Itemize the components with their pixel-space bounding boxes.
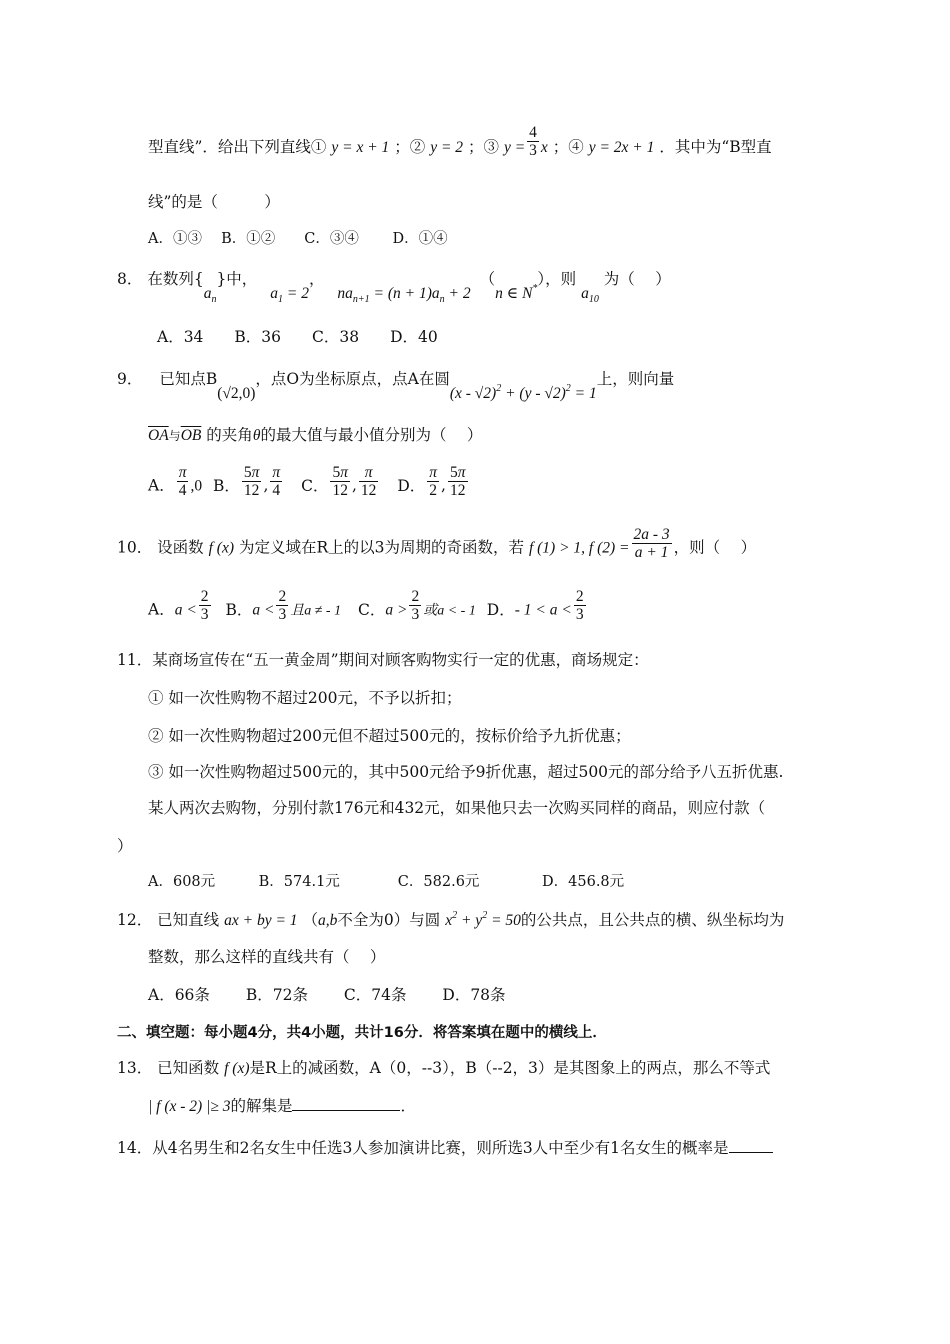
eq-circle: $x^2 + y^2 = 50$	[445, 910, 521, 929]
q8-text: 为（ ）	[603, 270, 671, 288]
q7-options: A．①③ B．①② C．③④ D．①④	[148, 231, 448, 247]
q9-text: 的夹角	[206, 426, 253, 444]
q11-rule1: ① 如一次性购物不超过200元，不予以折扣；	[148, 689, 462, 707]
q9-line2	[148, 425, 482, 446]
q7-text: ；②	[394, 138, 426, 156]
q11-number: 11．	[117, 651, 153, 669]
q9-text: 上，则向量	[596, 370, 675, 388]
opt-b-expr2: 且a ≠ - 1	[290, 603, 342, 619]
q13-number: 13．	[117, 1059, 153, 1077]
eq-line-2: y = 2	[430, 139, 464, 156]
q10-opt-b: B．	[225, 600, 253, 619]
q8-number: 8．	[117, 270, 143, 288]
func-f: f (x)	[224, 1060, 250, 1077]
frac-pi-4: $\frac{\pi}{4}$	[178, 464, 187, 499]
eq-x: x	[540, 139, 548, 156]
q9-opt-b: B．	[213, 476, 240, 495]
q10-line1	[117, 526, 757, 561]
q12-line2: 整数，那么这样的直线共有（ ）	[148, 948, 386, 966]
eq-line-4: y = 2x + 1	[588, 139, 655, 156]
q8-options: A．34 B．36 C．38 D．40	[157, 328, 438, 346]
q7-line2: 线”的是（ ）	[148, 193, 280, 211]
q11-options: A．608元 B．574.1元 C．582.6元 D．456.8元	[148, 874, 625, 890]
q11-line1	[117, 650, 649, 670]
eq-line-1: y = x + 1	[331, 139, 390, 156]
q12-line1	[117, 906, 784, 931]
frac-4-3: $\frac{4}{3}$	[529, 123, 537, 159]
q9-opt-c: C．	[301, 476, 329, 495]
eq-condition: f (1) > 1, f (2) =	[528, 539, 630, 557]
q13-text: ．	[400, 1097, 416, 1115]
q13-text: 的解集是	[230, 1097, 293, 1115]
q9-opt-d: D．	[397, 476, 426, 495]
q11-rule3: ③ 如一次性购物超过500元的，其中500元给予9折优惠，超过500元的部分给予八五折优惠.	[148, 763, 784, 781]
q12-options: A．66条 B．72条 C．74条 D．78条	[148, 986, 506, 1004]
q9-line1	[117, 365, 675, 402]
q10-text: ，则（ ）	[673, 538, 757, 557]
answer-blank[interactable]	[292, 1094, 400, 1111]
q9-opt-a: A．	[148, 476, 175, 495]
frac-2-3: $\frac{2}{3}$	[411, 588, 420, 623]
q11-line5: 某人两次去购物，分别付款176元和432元，如果他只去一次购买同样的商品，则应付款（	[148, 799, 766, 817]
q11-line6: ）	[117, 837, 133, 855]
q13-text: 是R上的减函数，A（0，--3），B（--2，3）是其图象上的两点，那么不等式	[249, 1059, 771, 1077]
q7-text: ；④	[552, 138, 584, 156]
frac-pi-4: $\frac{\pi}{4}$	[272, 464, 281, 499]
q10-options	[148, 588, 588, 623]
ab: a,b	[318, 912, 338, 929]
eq-a1: $a_1 = 2$	[270, 285, 309, 305]
q13-text: 已知函数	[157, 1059, 220, 1077]
q10-text: 为定义域在R上的以3为周期的奇函数，若	[238, 538, 524, 557]
q10-opt-c: C．	[358, 600, 386, 619]
q8-text: }中，	[216, 270, 258, 288]
ineq: | f (x - 2) |≥ 3	[148, 1098, 231, 1115]
eq-line: ax + by = 1	[224, 912, 298, 929]
q9-text: 已知点B	[159, 370, 218, 388]
q11-rule2: ② 如一次性购物超过200元但不超过500元的，按标价给予九折优惠；	[148, 727, 631, 745]
q14-number: 14．	[117, 1139, 153, 1157]
q8-text: ），则	[537, 270, 577, 288]
q12-text: 不全为0）与圆	[337, 911, 441, 929]
frac-5pi-12: $\frac{5\pi}{12}$	[243, 464, 260, 499]
q14-line1	[117, 1136, 773, 1158]
q12-number: 12．	[117, 911, 153, 929]
frac-2-3: $\frac{2}{3}$	[575, 588, 584, 623]
eq-line-3: y =	[503, 139, 526, 156]
opt-b-expr: a <	[252, 601, 275, 619]
q7-text: ．其中为“B型直	[659, 138, 772, 156]
q7-text: ；③	[467, 138, 499, 156]
q12-text: （	[302, 911, 319, 929]
q8-line1	[117, 265, 671, 305]
val-0: ,0	[190, 477, 203, 495]
q7-text: 型直线”．给出下列直线①	[148, 138, 327, 156]
q7-line1	[148, 123, 772, 159]
q9-text: ，点O为坐标原点，点A在圆	[255, 370, 450, 388]
frac-condition: $\frac{2a - 3}{a + 1}$	[633, 526, 670, 561]
section-heading: 二、填空题：每小题4分，共4小题，共计16分．将答案填在题中的横线上．	[117, 1025, 607, 1041]
eq-circle: (x - √2)$^2$ + (y - √2)$^2$ = 1	[449, 383, 597, 402]
vec-oa: $\overline{OA}$	[148, 427, 169, 444]
opt-c-expr: a >	[385, 601, 408, 619]
point-b: (√2,0)	[217, 385, 256, 402]
q14-text: 从4名男生和2名女生中任选3人参加演讲比赛，则所选3人中至少有1名女生的概率是	[152, 1139, 729, 1157]
frac-2-3: $\frac{2}{3}$	[278, 588, 287, 623]
opt-c-expr2: 或a < - 1	[423, 603, 476, 619]
q9-text: 的最大值与最小值分别为（ ）	[260, 426, 483, 444]
opt-d-expr: - 1 < a <	[514, 601, 572, 619]
answer-blank[interactable]	[729, 1136, 773, 1153]
comma: ，	[308, 270, 325, 288]
eq-recurrence: $na_{n+1} = (n + 1)a_n + 2$	[337, 285, 471, 305]
frac-5pi-12: $\frac{5\pi}{12}$	[332, 464, 348, 499]
seq-a-n: $a_n$	[203, 285, 217, 305]
q8-text: 在数列{	[147, 270, 204, 288]
q10-number: 10．	[117, 538, 153, 557]
q9-text: 与	[168, 429, 181, 443]
eq-a10: $a_{10}$	[581, 285, 599, 305]
q11-text: 某商场宣传在“五一黄金周”期间对顾客购物实行一定的优惠，商场规定：	[152, 651, 649, 669]
q13-line1	[117, 1058, 770, 1079]
frac-5pi-12: $\frac{5\pi}{12}$	[449, 464, 466, 499]
frac-2-3: $\frac{2}{3}$	[200, 588, 209, 623]
q8-text: （	[479, 270, 496, 288]
theta: θ	[252, 427, 261, 444]
q12-text: 的公共点，且公共点的横、纵坐标均为	[520, 911, 785, 929]
q10-opt-d: D．	[486, 600, 515, 619]
q10-text: 设函数	[157, 538, 204, 557]
vec-ob: $\overline{OB}$	[180, 427, 202, 444]
frac-pi-12: $\frac{\pi}{12}$	[360, 464, 377, 499]
q13-line2	[148, 1094, 416, 1117]
eq-domain: n ∈ N*	[495, 283, 538, 302]
q12-text: 已知直线	[157, 911, 220, 929]
q9-options: A． $\frac{\pi}{4}$ ,0 B． $\frac{5\pi}{12}$ , $\frac{\pi}{4}$ C． $\frac{5\pi}{12}$ , $\frac{\pi}{12}$ D． $\frac{\pi}{2}$ , $\frac{5\pi}{12}$	[148, 464, 466, 499]
opt-a-expr: a <	[174, 601, 197, 619]
func-f: f (x)	[208, 539, 235, 557]
q9-number: 9．	[117, 370, 143, 388]
q10-opt-a: A．	[148, 600, 175, 619]
frac-pi-2: $\frac{\pi}{2}$	[429, 464, 438, 499]
